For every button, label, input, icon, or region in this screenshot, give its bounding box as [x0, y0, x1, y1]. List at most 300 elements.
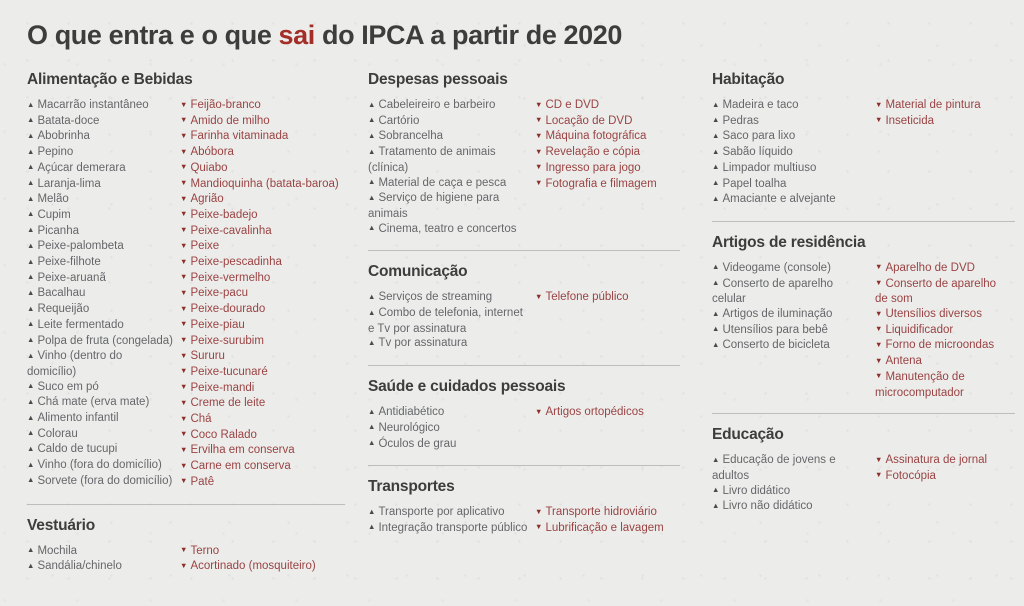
section-divider [368, 465, 680, 466]
entering-item [368, 336, 529, 352]
item-label: Mochila [37, 544, 78, 557]
exiting-item [180, 255, 339, 271]
item-label: Sabão líquido [722, 146, 793, 159]
item-label: Aparelho de DVD [885, 261, 975, 274]
entering-item [712, 277, 869, 307]
triangle-down-icon: ▼ [875, 470, 883, 480]
entering-item [27, 114, 174, 130]
entering-list [712, 453, 875, 515]
item-label: Locação de DVD [545, 114, 633, 127]
entering-item [27, 192, 174, 208]
triangle-down-icon: ▼ [180, 397, 188, 407]
item-label: Acortinado (mosquiteiro) [190, 560, 316, 573]
item-label: Liquidificador [885, 323, 954, 336]
item-label: Transporte hidroviário [545, 506, 657, 519]
title-suffix: do IPCA a partir de 2020 [314, 20, 622, 50]
entering-item [712, 307, 869, 323]
triangle-down-icon: ▼ [535, 99, 543, 109]
exiting-item [180, 428, 339, 444]
exiting-item [875, 277, 1009, 307]
triangle-up-icon: ▲ [27, 130, 35, 140]
entering-item [27, 474, 174, 490]
entering-item [712, 484, 869, 500]
entering-item [27, 334, 174, 350]
item-label: Abóbora [190, 146, 234, 159]
item-label: Macarrão instantâneo [37, 99, 149, 111]
item-label: Peixe-filhote [37, 256, 101, 269]
item-label: Integração transporte público [378, 521, 528, 534]
section-title: Alimentação e Bebidas [27, 71, 193, 88]
triangle-down-icon: ▼ [875, 262, 883, 272]
item-label: Sorvete (fora do domicílio) [37, 474, 173, 487]
triangle-up-icon: ▲ [27, 335, 35, 345]
item-label: Telefone público [545, 291, 629, 304]
item-label: Tv por assinatura [378, 337, 468, 350]
item-label: Batata-doce [37, 114, 100, 127]
section-title: Educação [712, 426, 784, 444]
section-items [712, 453, 1015, 515]
entering-item [712, 161, 869, 177]
exiting-item [535, 405, 674, 421]
triangle-down-icon: ▼ [535, 522, 543, 532]
item-label: Sobrancelha [378, 130, 444, 143]
exiting-item [875, 338, 1009, 354]
section-title: Artigos de residência [712, 233, 866, 251]
exiting-list [875, 261, 1015, 400]
entering-item [368, 129, 529, 145]
entering-item [27, 318, 174, 334]
exiting-item [180, 302, 339, 318]
exiting-item [180, 459, 339, 475]
triangle-up-icon: ▲ [712, 278, 720, 288]
triangle-down-icon: ▼ [180, 444, 188, 454]
triangle-up-icon: ▲ [27, 475, 35, 485]
item-label: Fotografia e filmagem [545, 177, 657, 190]
triangle-down-icon: ▼ [180, 130, 188, 140]
section-title: Transportes [368, 478, 455, 496]
entering-list [368, 505, 535, 536]
column-1 [27, 71, 345, 575]
item-label: Cartório [378, 114, 420, 127]
item-label: Artigos de iluminação [722, 308, 833, 321]
triangle-up-icon: ▲ [27, 412, 35, 422]
exiting-item [180, 544, 339, 560]
triangle-up-icon: ▲ [27, 146, 35, 156]
entering-item [27, 349, 174, 379]
item-label: Cabeleireiro e barbeiro [378, 99, 496, 111]
triangle-up-icon: ▲ [368, 223, 376, 233]
item-label: Bacalhau [37, 287, 86, 300]
item-label: Peixe-pacu [190, 287, 248, 300]
item-label: Livro não didático [722, 500, 813, 513]
triangle-down-icon: ▼ [875, 324, 883, 334]
triangle-up-icon: ▲ [27, 319, 35, 329]
triangle-down-icon: ▼ [180, 476, 188, 486]
item-label: Chá [190, 413, 212, 426]
exiting-item [180, 271, 339, 287]
item-label: Agrião [190, 193, 224, 206]
entering-item [712, 192, 869, 208]
triangle-up-icon: ▲ [27, 545, 35, 555]
item-label: Peixe [190, 240, 220, 253]
item-label: Abobrinha [37, 130, 90, 143]
exiting-item [535, 521, 674, 537]
triangle-up-icon: ▲ [712, 99, 720, 109]
item-label: Inseticida [885, 114, 935, 127]
triangle-up-icon: ▲ [27, 459, 35, 469]
item-label: Papel toalha [722, 177, 787, 190]
item-label: Sururu [190, 350, 225, 363]
triangle-up-icon: ▲ [368, 115, 376, 125]
triangle-down-icon: ▼ [180, 272, 188, 282]
triangle-up-icon: ▲ [712, 193, 720, 203]
triangle-up-icon: ▲ [368, 522, 376, 532]
exiting-list [875, 453, 1015, 515]
triangle-down-icon: ▼ [535, 146, 543, 156]
triangle-up-icon: ▲ [712, 308, 720, 318]
entering-list [27, 98, 180, 491]
section-items [712, 98, 1015, 208]
columns-container [27, 71, 1014, 575]
entering-item [27, 395, 174, 411]
entering-item [712, 323, 869, 339]
entering-item [27, 239, 174, 255]
section-divider [712, 221, 1015, 222]
entering-item [712, 114, 869, 130]
item-label: Amido de milho [190, 114, 270, 127]
triangle-down-icon: ▼ [535, 406, 543, 416]
exiting-item [875, 114, 1009, 130]
exiting-item [180, 114, 339, 130]
exiting-item [180, 192, 339, 208]
item-label: Antidiabético [378, 406, 445, 419]
item-label: Peixe-piau [190, 318, 245, 331]
triangle-up-icon: ▲ [27, 381, 35, 391]
item-label: Serviços de streaming [378, 291, 493, 304]
triangle-down-icon: ▼ [180, 256, 188, 266]
triangle-up-icon: ▲ [27, 256, 35, 266]
exiting-item [875, 453, 1009, 469]
triangle-down-icon: ▼ [535, 130, 543, 140]
entering-item [27, 177, 174, 193]
triangle-up-icon: ▲ [27, 225, 35, 235]
triangle-down-icon: ▼ [180, 178, 188, 188]
exiting-item [180, 318, 339, 334]
item-label: Peixe-badejo [190, 208, 258, 221]
entering-item [368, 191, 529, 221]
triangle-up-icon: ▲ [27, 287, 35, 297]
section-items [368, 290, 680, 352]
entering-list [368, 405, 535, 452]
exiting-item [180, 208, 339, 224]
item-label: Requeijão [37, 303, 90, 316]
item-label: Forno de microondas [885, 339, 995, 352]
entering-item [27, 559, 174, 575]
exiting-item [180, 412, 339, 428]
item-label: Creme de leite [190, 397, 266, 410]
exiting-item [875, 370, 1009, 400]
item-label: Ingresso para jogo [545, 161, 641, 174]
triangle-up-icon: ▲ [712, 339, 720, 349]
entering-item [27, 286, 174, 302]
entering-item [368, 306, 529, 336]
item-label: Combo de telefonia, internet e Tv por assinatura [368, 307, 523, 335]
triangle-down-icon: ▼ [180, 115, 188, 125]
entering-item [368, 98, 529, 114]
entering-item [27, 255, 174, 271]
exiting-item [535, 129, 674, 145]
entering-item [712, 499, 869, 515]
item-label: Peixe-mandi [190, 381, 255, 394]
triangle-down-icon: ▼ [180, 413, 188, 423]
exiting-item [535, 505, 674, 521]
item-label: Chá mate (erva mate) [37, 396, 150, 409]
triangle-up-icon: ▲ [27, 443, 35, 453]
triangle-up-icon: ▲ [368, 438, 376, 448]
item-label: Peixe-tucunaré [190, 365, 268, 378]
triangle-up-icon: ▲ [368, 422, 376, 432]
item-label: Fotocópia [885, 469, 936, 482]
triangle-down-icon: ▼ [180, 303, 188, 313]
triangle-up-icon: ▲ [712, 262, 720, 272]
exiting-item [535, 161, 674, 177]
triangle-up-icon: ▲ [27, 428, 35, 438]
item-label: Madeira e taco [722, 99, 799, 111]
entering-list [27, 544, 180, 575]
triangle-up-icon: ▲ [368, 291, 376, 301]
exiting-item [535, 290, 674, 306]
triangle-up-icon: ▲ [27, 115, 35, 125]
entering-list [712, 98, 875, 208]
exiting-list [180, 98, 345, 491]
item-label: Peixe-palombeta [37, 240, 124, 253]
exiting-item [875, 98, 1009, 114]
item-label: Peixe-surubim [190, 334, 264, 347]
item-label: Feijão-branco [190, 99, 261, 111]
item-label: Educação de jovens e adultos [712, 454, 836, 482]
title-highlight: sai [278, 20, 315, 50]
exiting-list [535, 505, 680, 536]
triangle-down-icon: ▼ [180, 382, 188, 392]
triangle-up-icon: ▲ [712, 146, 720, 156]
triangle-down-icon: ▼ [180, 162, 188, 172]
title-prefix: O que entra e o que [27, 20, 279, 50]
entering-item [712, 129, 869, 145]
item-label: Assinatura de jornal [885, 454, 988, 467]
entering-list [368, 98, 535, 237]
triangle-up-icon: ▲ [27, 396, 35, 406]
exiting-item [180, 334, 339, 350]
exiting-item [180, 161, 339, 177]
item-label: Tratamento de animais (clínica) [368, 146, 496, 174]
exiting-item [180, 396, 339, 412]
item-label: Amaciante e alvejante [722, 193, 836, 206]
entering-list [368, 290, 535, 352]
triangle-up-icon: ▲ [27, 240, 35, 250]
triangle-down-icon: ▼ [875, 99, 883, 109]
entering-item [368, 176, 529, 192]
item-label: Coco Ralado [190, 428, 257, 441]
triangle-down-icon: ▼ [180, 225, 188, 235]
triangle-up-icon: ▲ [27, 272, 35, 282]
item-label: Cinema, teatro e concertos [378, 222, 517, 235]
triangle-down-icon: ▼ [535, 506, 543, 516]
item-label: Caldo de tucupi [37, 443, 118, 456]
triangle-up-icon: ▲ [27, 350, 35, 360]
item-label: Sandália/chinelo [37, 560, 122, 573]
entering-item [368, 145, 529, 175]
item-label: Pedras [722, 114, 759, 127]
item-label: Ervilha em conserva [190, 444, 295, 457]
triangle-down-icon: ▼ [180, 99, 188, 109]
item-label: Material de caça e pesca [378, 176, 507, 189]
section-divider [712, 413, 1015, 414]
page-title [27, 20, 1014, 50]
exiting-item [180, 239, 339, 255]
section-title: Saúde e cuidados pessoais [368, 378, 566, 396]
section-title: Vestuário [27, 516, 95, 534]
entering-list [712, 261, 875, 400]
triangle-up-icon: ▲ [27, 178, 35, 188]
exiting-item [875, 354, 1009, 370]
item-label: Alimento infantil [37, 412, 119, 425]
exiting-item [535, 145, 674, 161]
column-2 [368, 71, 680, 537]
item-label: Artigos ortopédicos [545, 406, 644, 419]
exiting-item [875, 307, 1009, 323]
item-label: Óculos de grau [378, 437, 457, 450]
item-label: Peixe-cavalinha [190, 224, 272, 237]
section-items [368, 505, 680, 536]
section-items [27, 544, 345, 575]
entering-item [368, 222, 529, 238]
triangle-down-icon: ▼ [180, 319, 188, 329]
triangle-up-icon: ▲ [712, 178, 720, 188]
item-label: Vinho (dentro do domicílio) [27, 350, 123, 378]
triangle-down-icon: ▼ [180, 193, 188, 203]
entering-item [27, 380, 174, 396]
triangle-down-icon: ▼ [180, 287, 188, 297]
item-label: Pepino [37, 146, 74, 159]
entering-item [712, 177, 869, 193]
section-items [368, 98, 680, 237]
triangle-up-icon: ▲ [27, 209, 35, 219]
triangle-up-icon: ▲ [368, 130, 376, 140]
triangle-down-icon: ▼ [180, 560, 188, 570]
exiting-item [875, 261, 1009, 277]
item-label: Videogame (console) [722, 261, 831, 274]
triangle-up-icon: ▲ [27, 560, 35, 570]
triangle-down-icon: ▼ [875, 355, 883, 365]
item-label: Conserto de bicicleta [722, 339, 830, 352]
item-label: CD e DVD [545, 99, 600, 111]
exiting-item [875, 323, 1009, 339]
triangle-up-icon: ▲ [368, 192, 376, 202]
entering-item [27, 427, 174, 443]
triangle-up-icon: ▲ [368, 307, 376, 317]
triangle-down-icon: ▼ [875, 308, 883, 318]
section-items [27, 98, 345, 491]
item-label: Vinho (fora do domicílio) [37, 459, 162, 472]
triangle-down-icon: ▼ [180, 335, 188, 345]
item-label: Conserto de aparelho de som [875, 277, 997, 306]
triangle-down-icon: ▼ [875, 371, 883, 381]
item-label: Quiabo [190, 161, 228, 174]
exiting-item [535, 98, 674, 114]
triangle-up-icon: ▲ [27, 303, 35, 313]
exiting-list [535, 405, 680, 452]
entering-item [712, 261, 869, 277]
item-label: Farinha vitaminada [190, 130, 289, 143]
item-label: Antena [885, 355, 922, 368]
item-label: Saco para lixo [722, 130, 796, 143]
triangle-down-icon: ▼ [180, 429, 188, 439]
exiting-item [535, 114, 674, 130]
section-divider [27, 504, 345, 505]
triangle-down-icon: ▼ [180, 146, 188, 156]
entering-item [368, 405, 529, 421]
item-label: Peixe-vermelho [190, 271, 271, 284]
triangle-up-icon: ▲ [712, 454, 720, 464]
item-label: Peixe-dourado [190, 303, 266, 316]
triangle-up-icon: ▲ [712, 115, 720, 125]
section-title: Comunicação [368, 263, 468, 281]
triangle-down-icon: ▼ [180, 209, 188, 219]
item-label: Mandioquinha (batata-baroa) [190, 177, 339, 190]
item-label: Utensílios para bebê [722, 323, 828, 336]
entering-item [27, 129, 174, 145]
entering-item [712, 98, 869, 114]
exiting-item [535, 177, 674, 193]
exiting-item [180, 475, 339, 491]
exiting-list [535, 98, 680, 237]
triangle-down-icon: ▼ [180, 460, 188, 470]
entering-item [27, 98, 174, 114]
item-label: Limpador multiuso [722, 161, 817, 174]
item-label: Laranja-lima [37, 177, 101, 190]
exiting-item [875, 469, 1009, 485]
exiting-list [180, 544, 345, 575]
entering-item [27, 271, 174, 287]
exiting-item [180, 286, 339, 302]
item-label: Melão [37, 193, 69, 206]
entering-item [27, 411, 174, 427]
triangle-down-icon: ▼ [535, 115, 543, 125]
triangle-up-icon: ▲ [368, 406, 376, 416]
triangle-down-icon: ▼ [875, 278, 883, 288]
section-items [712, 261, 1015, 400]
entering-item [368, 114, 529, 130]
exiting-item [180, 559, 339, 575]
triangle-down-icon: ▼ [180, 350, 188, 360]
triangle-down-icon: ▼ [180, 240, 188, 250]
triangle-down-icon: ▼ [535, 178, 543, 188]
item-label: Carne em conserva [190, 460, 291, 473]
triangle-up-icon: ▲ [368, 506, 376, 516]
item-label: Açúcar demerara [37, 161, 126, 174]
item-label: Utensílios diversos [885, 308, 982, 321]
triangle-up-icon: ▲ [712, 500, 720, 510]
triangle-down-icon: ▼ [535, 291, 543, 301]
section-divider [368, 250, 680, 251]
entering-item [368, 505, 529, 521]
triangle-down-icon: ▼ [875, 115, 883, 125]
exiting-item [180, 365, 339, 381]
item-label: Conserto de aparelho celular [712, 277, 834, 306]
item-label: Terno [190, 544, 220, 557]
item-label: Picanha [37, 224, 79, 237]
item-label: Serviço de higiene para animais [368, 192, 500, 220]
